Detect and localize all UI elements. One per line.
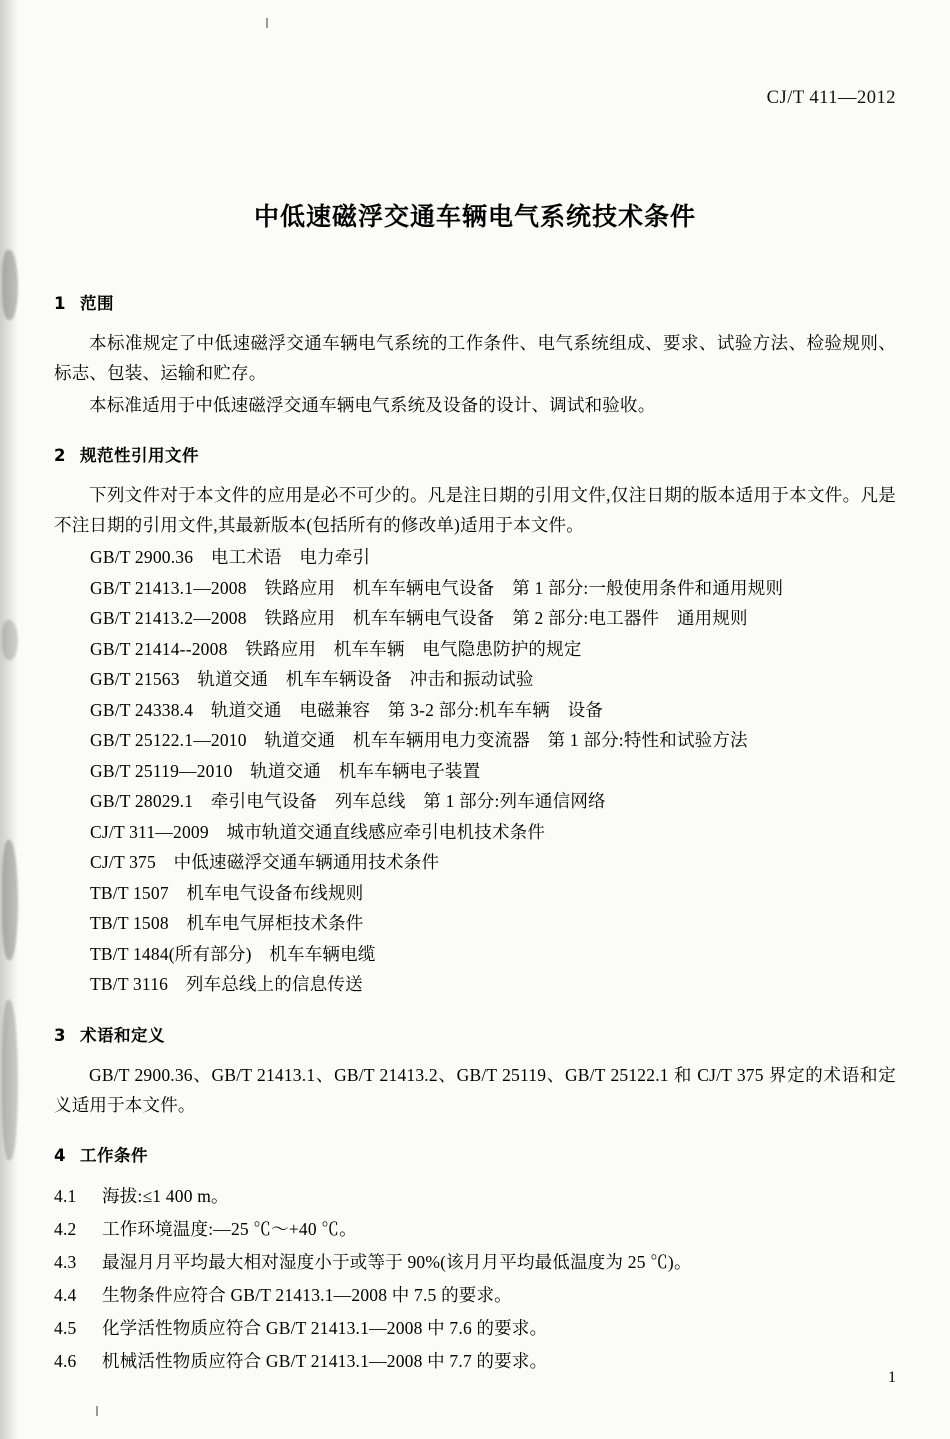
page-number: 1	[888, 1369, 896, 1386]
list-item: GB/T 21413.1—2008 铁路应用 机车车辆电气设备 第 1 部分:一般使用条件和通用规则	[90, 577, 784, 598]
clause-list	[54, 1180, 896, 1378]
clause-text: 生物条件应符合 GB/T 21413.1—2008 中 7.5 的要求。	[102, 1284, 512, 1305]
clause-number: 4.3	[54, 1251, 77, 1272]
section-number-4: 4	[54, 1145, 66, 1165]
clause-text: 工作环境温度:—25 ℃～+40 ℃。	[102, 1218, 357, 1239]
clause-text: 机械活性物质应符合 GB/T 21413.1—2008 中 7.7 的要求。	[102, 1350, 548, 1371]
document-body	[54, 268, 896, 1378]
clause-number: 4.2	[54, 1218, 77, 1239]
list-item: GB/T 25122.1—2010 轨道交通 机车车辆用电力变流器 第 1 部分:特性和试验方法	[90, 730, 748, 750]
list-item: GB/T 21563 轨道交通 机车车辆设备 冲击和振动试验	[90, 669, 534, 689]
section-heading-2	[54, 442, 896, 466]
section-heading-1	[54, 290, 896, 314]
clause-number: 4.4	[54, 1284, 77, 1305]
list-item: CJ/T 311—2009 城市轨道交通直线感应牵引电机技术条件	[90, 821, 546, 842]
section-heading-3	[54, 1022, 896, 1046]
list-item	[54, 1312, 896, 1345]
clause-number: 4.5	[54, 1317, 77, 1338]
list-item: GB/T 21414--2008 铁路应用 机车车辆 电气隐患防护的规定	[90, 638, 582, 659]
list-item: GB/T 25119—2010 轨道交通 机车车辆电子装置	[90, 760, 481, 781]
list-item	[54, 1180, 896, 1213]
section-3-paragraph-1: GB/T 2900.36、GB/T 21413.1、GB/T 21413.2、GB/T 25119、GB/T 25122.1 和 CJ/T 375 界定的术语和定义适用于本文件。	[54, 1064, 896, 1115]
list-item	[54, 1279, 896, 1312]
list-item: GB/T 28029.1 牵引电气设备 列车总线 第 1 部分:列车通信网络	[90, 791, 606, 811]
page-title: 中低速磁浮交通车辆电气系统技术条件	[253, 201, 696, 231]
section-2-paragraph-1: 下列文件对于本文件的应用是必不可少的。凡是注日期的引用文件,仅注日期的版本适用于本文件。凡是不注日期的引用文件,其最新版本(包括所有的修改单)适用于本文件。	[54, 485, 896, 535]
section-number-1: 1	[54, 294, 66, 313]
section-1-paragraph-1: 本标准规定了中低速磁浮交通车辆电气系统的工作条件、电气系统组成、要求、试验方法、检验规则、标志、包装、运输和贮存。	[54, 333, 896, 383]
clause-number: 4.1	[54, 1185, 77, 1206]
standard-number: CJ/T 411—2012	[766, 88, 896, 108]
list-item: GB/T 2900.36 电工术语 电力牵引	[90, 547, 371, 567]
list-item	[54, 1246, 896, 1279]
list-item: CJ/T 375 中低速磁浮交通车辆通用技术条件	[90, 852, 440, 872]
list-item: TB/T 1507 机车电气设备布线规则	[90, 882, 364, 903]
section-heading-4	[54, 1142, 896, 1166]
section-title-1: 范围	[80, 294, 114, 313]
clause-text: 最湿月月平均最大相对湿度小于或等于 90%(该月月平均最低温度为 25 ℃)。	[102, 1251, 692, 1272]
list-item: GB/T 21413.2—2008 铁路应用 机车车辆电气设备 第 2 部分:电工器件 通用规则	[90, 608, 748, 628]
normative-reference-list	[54, 542, 896, 1000]
list-item: TB/T 1508 机车电气屏柜技术条件	[90, 913, 364, 933]
section-title-4: 工作条件	[80, 1145, 148, 1165]
section-number-3: 3	[54, 1025, 66, 1045]
clause-number: 4.6	[54, 1350, 77, 1371]
section-title-2: 规范性引用文件	[80, 446, 199, 465]
list-item: TB/T 3116 列车总线上的信息传送	[90, 974, 363, 994]
section-number-2: 2	[54, 446, 66, 465]
section-title-3: 术语和定义	[80, 1025, 165, 1045]
list-item	[54, 1345, 896, 1378]
clause-text: 海拔:≤1 400 m。	[102, 1185, 229, 1206]
list-item: GB/T 24338.4 轨道交通 电磁兼容 第 3-2 部分:机车车辆 设备	[90, 699, 604, 720]
list-item	[54, 1213, 896, 1246]
section-1-paragraph-2: 本标准适用于中低速磁浮交通车辆电气系统及设备的设计、调试和验收。	[89, 395, 656, 415]
list-item: TB/T 1484(所有部分) 机车车辆电缆	[90, 943, 376, 964]
clause-text: 化学活性物质应符合 GB/T 21413.1—2008 中 7.6 的要求。	[102, 1317, 548, 1338]
